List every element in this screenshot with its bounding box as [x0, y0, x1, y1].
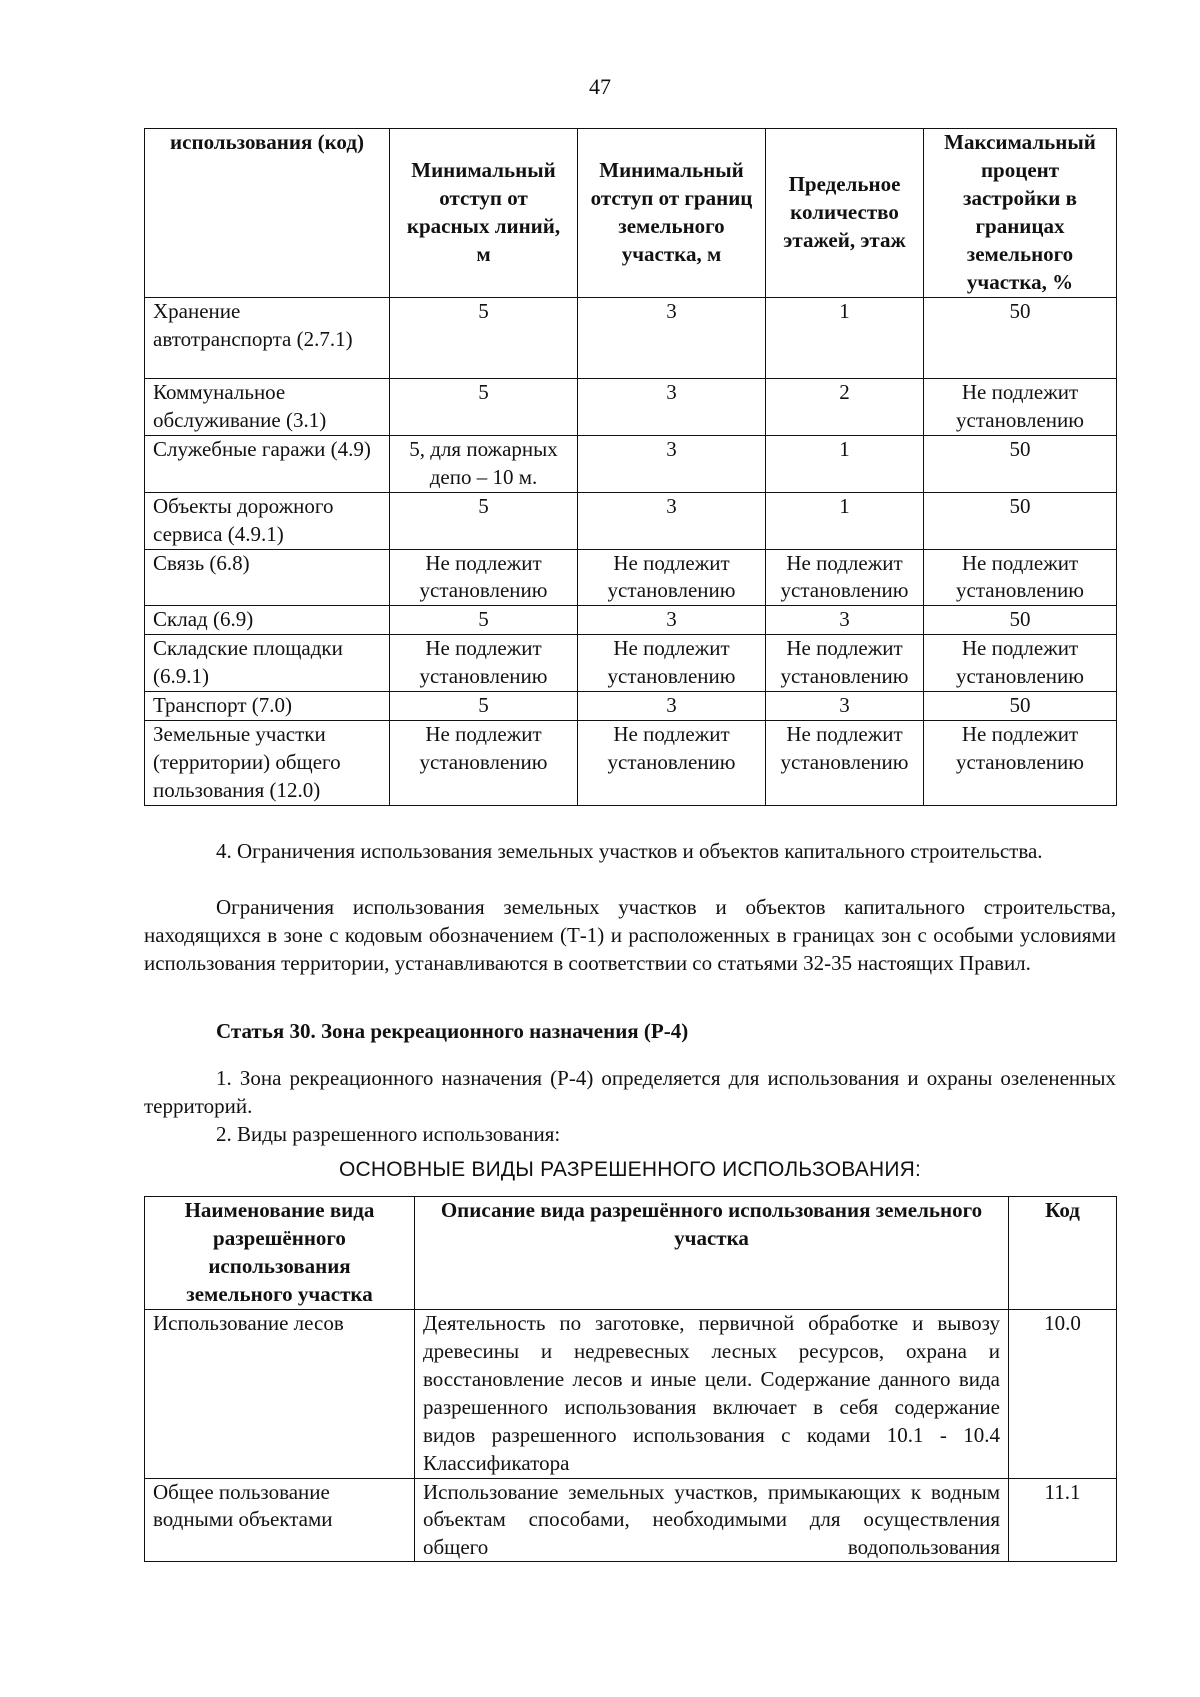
table-cell: 1	[766, 492, 924, 549]
table-cell: 3	[578, 492, 766, 549]
use-name: Связь (6.8)	[145, 549, 390, 606]
table-cell: 3	[578, 298, 766, 379]
table-cell: 50	[924, 435, 1117, 492]
table-cell: Не подлежит установлению	[924, 379, 1117, 436]
table-row	[145, 1310, 1117, 1479]
table-cell: 3	[766, 606, 924, 635]
table-cell: 50	[924, 492, 1117, 549]
use-name: Транспорт (7.0)	[145, 692, 390, 721]
use-name: Служебные гаражи (4.9)	[145, 435, 390, 492]
table-cell: 3	[578, 379, 766, 436]
table-cell: Не подлежит установлению	[924, 721, 1117, 806]
table-cell: 5	[390, 692, 578, 721]
use-name: Общее пользование водными объектами	[145, 1478, 415, 1561]
header-max-building-percent: Максимальный процент застройки в границах земельного участка, %	[924, 129, 1117, 298]
permitted-uses-table	[144, 1196, 1117, 1562]
table-cell: Не подлежит установлению	[390, 549, 578, 606]
table-cell: 50	[924, 606, 1117, 635]
table-cell: Не подлежит установлению	[578, 721, 766, 806]
table-cell: Не подлежит установлению	[390, 635, 578, 692]
header-max-floors: Предельное количество этажей, этаж	[766, 129, 924, 298]
table-cell: Не подлежит установлению	[766, 635, 924, 692]
table-cell: 5, для пожарных депо – 10 м.	[390, 435, 578, 492]
table-cell: 5	[390, 379, 578, 436]
paragraph-restrictions-heading: 4. Ограничения использования земельных участков и объектов капитального строительства.	[216, 839, 1043, 863]
use-description: Деятельность по заготовке, первичной обработке и вывозу древесины и недревесных лесных ресурсов, охрана и восстановление лесов и иные цели. Содержание данного вида разрешенного использования включает в себя содержание видов разрешенного использования с кодами 10.1 - 10.4 Классификатора	[415, 1310, 1009, 1479]
use-code: 11.1	[1009, 1478, 1117, 1561]
table-cell: 5	[390, 492, 578, 549]
table-header-row	[145, 129, 1117, 298]
header-use-name: Наименование вида разрешённого использования земельного участка	[145, 1197, 415, 1310]
use-code: 10.0	[1009, 1310, 1117, 1479]
table-cell: Не подлежит установлению	[578, 635, 766, 692]
table-cell: Не подлежит установлению	[924, 635, 1117, 692]
table-row	[145, 298, 1117, 379]
table-cell: Не подлежит установлению	[390, 721, 578, 806]
table-row	[145, 606, 1117, 635]
table-row	[145, 492, 1117, 549]
table-cell: 3	[766, 692, 924, 721]
header-min-setback-plot-borders: Минимальный отступ от границ земельного участка, м	[578, 129, 766, 298]
table-cell: Не подлежит установлению	[924, 549, 1117, 606]
table-cell: 3	[578, 606, 766, 635]
header-code: Код	[1009, 1197, 1117, 1310]
paragraph-permitted-uses: 2. Виды разрешенного использования:	[216, 1122, 561, 1146]
table-cell: 3	[578, 692, 766, 721]
use-name: Земельные участки (территории) общего пользования (12.0)	[145, 721, 390, 806]
use-name: Объекты дорожного сервиса (4.9.1)	[145, 492, 390, 549]
table-row	[145, 721, 1117, 806]
use-name: Использование лесов	[145, 1310, 415, 1479]
use-name: Склад (6.9)	[145, 606, 390, 635]
table-cell: 5	[390, 298, 578, 379]
header-use-code: использования (код)	[145, 129, 390, 298]
table-row	[145, 435, 1117, 492]
table-cell: Не подлежит установлению	[578, 549, 766, 606]
table-cell: 2	[766, 379, 924, 436]
table-header-row	[145, 1197, 1117, 1310]
zone-parameters-table	[144, 128, 1117, 806]
table-cell: 1	[766, 435, 924, 492]
table-cell: Не подлежит установлению	[766, 721, 924, 806]
table-cell: 1	[766, 298, 924, 379]
use-name: Складские площадки (6.9.1)	[145, 635, 390, 692]
page-number: 47	[589, 74, 611, 99]
table-row	[145, 379, 1117, 436]
paragraph-restrictions: Ограничения использования земельных участков и объектов капитального строительства, находящихся в зоне с кодовым обозначением (Т-1) и расположенных в границах зон с особыми условиями использования территории, устанавливаются в соответствии со статьями 32-35 настоящих Правил.	[144, 895, 1116, 975]
header-min-setback-red-lines: Минимальный отступ от красных линий, м	[390, 129, 578, 298]
table-row	[145, 692, 1117, 721]
paragraph-zone-definition: 1. Зона рекреационного назначения (Р-4) определяется для использования и охраны озелененных территорий.	[144, 1066, 1116, 1118]
use-description: Использование земельных участков, примыкающих к водным объектам способами, необходимыми для осуществления общего водопользования	[423, 1479, 1000, 1560]
table-cell: 5	[390, 606, 578, 635]
main-types-heading: ОСНОВНЫЕ ВИДЫ РАЗРЕШЕННОГО ИСПОЛЬЗОВАНИЯ:	[338, 1158, 922, 1181]
table-cell: 3	[578, 435, 766, 492]
table-row	[145, 549, 1117, 606]
table-cell: 50	[924, 298, 1117, 379]
use-name: Хранение автотранспорта (2.7.1)	[145, 298, 390, 379]
table-cell: Не подлежит установлению	[766, 549, 924, 606]
article-title: Статья 30. Зона рекреационного назначения (Р-4)	[216, 1019, 689, 1043]
use-name: Коммунальное обслуживание (3.1)	[145, 379, 390, 436]
table-row	[145, 1478, 1117, 1561]
table-row	[145, 635, 1117, 692]
table-cell: 50	[924, 692, 1117, 721]
use-description-cell	[415, 1478, 1009, 1561]
header-use-description: Описание вида разрешённого использования земельного участка	[415, 1197, 1009, 1310]
